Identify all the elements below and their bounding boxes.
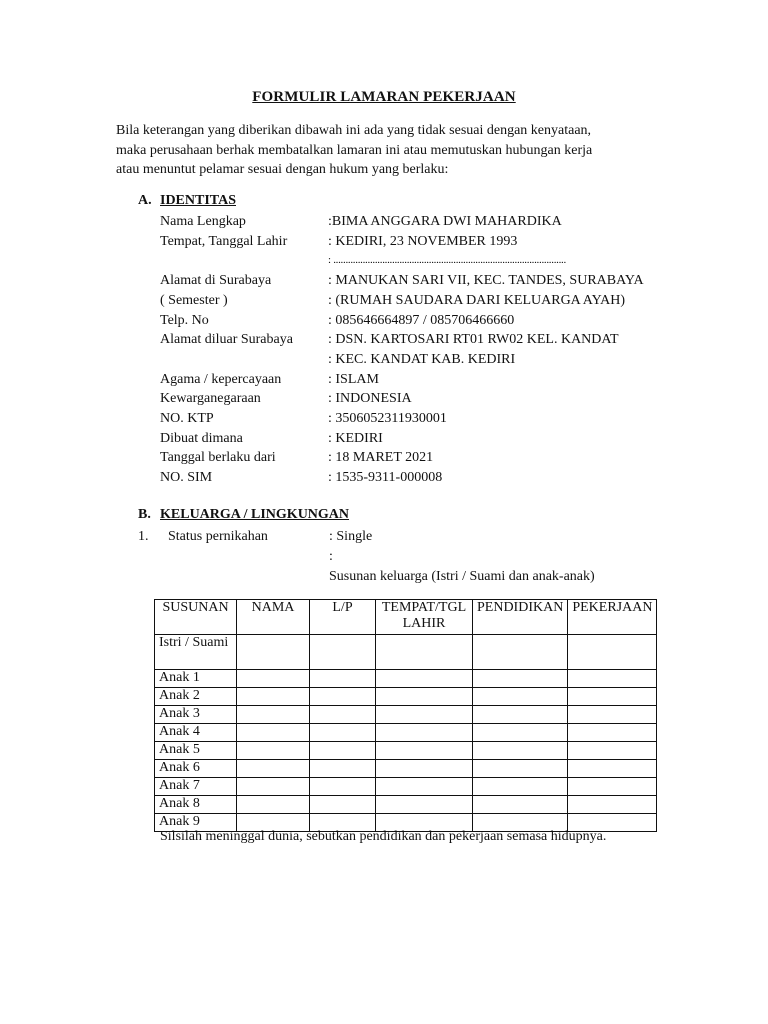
item-number: 1. (138, 529, 149, 544)
col-header-nama: NAMA (237, 600, 310, 635)
table-row (155, 742, 657, 760)
field-label: Telp. No (160, 312, 209, 328)
field-label: Nama Lengkap (160, 214, 246, 229)
table-cell[interactable] (568, 706, 657, 724)
field-row (160, 251, 644, 271)
field-value: :BIMA ANGGARA DWI MAHARDIKA (328, 214, 562, 229)
table-cell[interactable] (473, 796, 568, 814)
row-label: Istri / Suami (155, 635, 237, 670)
table-cell[interactable] (473, 778, 568, 796)
field-value: : 1535-9311-000008 (328, 470, 443, 486)
table-cell[interactable] (237, 796, 310, 814)
family-caption-block (329, 547, 595, 586)
row-label: Anak 7 (155, 778, 237, 796)
row-label: Anak 3 (155, 706, 237, 724)
table-cell[interactable] (473, 635, 568, 670)
table-cell[interactable] (310, 760, 376, 778)
table-cell[interactable] (310, 670, 376, 688)
field-value: : 085646664897 / 085706466660 (328, 312, 515, 328)
field-row (160, 370, 644, 390)
table-row (155, 796, 657, 814)
table-row (155, 706, 657, 724)
field-label: NO. KTP (160, 411, 214, 427)
table-cell[interactable] (237, 724, 310, 742)
table-cell[interactable] (568, 742, 657, 760)
field-value: : DSN. KARTOSARI RT01 RW02 KEL. KANDAT (328, 332, 619, 348)
table-cell[interactable] (568, 778, 657, 796)
intro-line: maka perusahaan berhak membatalkan lamaran ini atau memutuskan hubungan kerja (116, 142, 593, 158)
table-cell[interactable] (376, 724, 473, 742)
table-row (155, 760, 657, 778)
family-table (154, 599, 657, 832)
field-value: : 3506052311930001 (328, 411, 447, 427)
table-row (155, 778, 657, 796)
table-cell[interactable] (237, 688, 310, 706)
table-row (155, 635, 657, 670)
colon-line: : (329, 549, 333, 564)
table-cell[interactable] (473, 724, 568, 742)
field-row (160, 409, 644, 429)
table-header-row (155, 600, 657, 635)
field-row (160, 311, 644, 331)
table-cell[interactable] (568, 760, 657, 778)
field-row (160, 468, 644, 488)
field-label (160, 251, 328, 271)
row-label: Anak 1 (155, 670, 237, 688)
table-cell[interactable] (568, 796, 657, 814)
table-cell[interactable] (376, 760, 473, 778)
field-value: : INDONESIA (328, 391, 412, 407)
table-cell[interactable] (237, 706, 310, 724)
field-value: : KEC. KANDAT KAB. KEDIRI (328, 351, 516, 367)
field-label: Dibuat dimana (160, 430, 243, 446)
marital-status-value: : Single (329, 529, 373, 544)
field-label: Alamat diluar Surabaya (160, 332, 293, 348)
field-row (160, 429, 644, 449)
field-label: Tempat, Tanggal Lahir (160, 233, 288, 249)
table-cell[interactable] (568, 724, 657, 742)
field-value: : KEDIRI (328, 430, 383, 446)
field-row (160, 389, 644, 409)
field-label: Kewarganegaraan (160, 391, 261, 407)
row-label: Anak 4 (155, 724, 237, 742)
table-cell[interactable] (568, 635, 657, 670)
row-label: Anak 5 (155, 742, 237, 760)
field-row (160, 350, 644, 370)
table-cell[interactable] (237, 778, 310, 796)
row-label: Anak 9 (155, 814, 237, 832)
identity-fields (160, 212, 644, 488)
table-cell[interactable] (310, 706, 376, 724)
family-caption: Susunan keluarga (Istri / Suami dan anak-anak) (329, 568, 595, 584)
table-cell[interactable] (310, 778, 376, 796)
table-cell[interactable] (473, 706, 568, 724)
table-cell[interactable] (376, 796, 473, 814)
field-value: : ISLAM (328, 371, 379, 387)
table-cell[interactable] (376, 688, 473, 706)
field-value: : (RUMAH SAUDARA DARI KELUARGA AYAH) (328, 292, 626, 308)
table-row (155, 724, 657, 742)
field-row (160, 291, 644, 311)
field-label: NO. SIM (160, 470, 213, 486)
table-row (155, 670, 657, 688)
table-cell[interactable] (376, 706, 473, 724)
section-b-letter: B. (138, 507, 151, 522)
field-label: ( Semester ) (160, 292, 228, 308)
col-header-tempat-tgl-lahir: TEMPAT/TGL LAHIR (376, 600, 473, 635)
table-cell[interactable] (473, 670, 568, 688)
field-value: : MANUKAN SARI VII, KEC. TANDES, SURABAYA (328, 273, 644, 289)
table-cell[interactable] (310, 635, 376, 670)
section-b-name: KELUARGA / LINGKUNGAN (160, 507, 350, 522)
field-label (160, 350, 328, 370)
section-a-heading (138, 193, 236, 209)
table-cell[interactable] (376, 778, 473, 796)
table-cell[interactable] (376, 635, 473, 670)
intro-line: atau menuntut pelamar sesuai dengan hukum yang berlaku: (116, 162, 449, 177)
table-cell[interactable] (237, 670, 310, 688)
table-cell[interactable] (310, 796, 376, 814)
field-label: Tanggal berlaku dari (160, 450, 276, 466)
field-value: : 18 MARET 2021 (328, 450, 434, 466)
field-row (160, 271, 644, 291)
field-row (160, 330, 644, 350)
field-value: : ............................................................................................... (328, 254, 566, 267)
table-cell[interactable] (237, 760, 310, 778)
form-title: FORMULIR LAMARAN PEKERJAAN (252, 89, 516, 105)
row-label: Anak 2 (155, 688, 237, 706)
table-cell[interactable] (376, 742, 473, 760)
table-cell[interactable] (310, 724, 376, 742)
field-label: Agama / kepercayaan (160, 371, 282, 387)
marital-status-label: Status pernikahan (168, 529, 268, 544)
field-row (160, 448, 644, 468)
table-cell[interactable] (568, 688, 657, 706)
table-cell[interactable] (473, 760, 568, 778)
col-header-lp: L/P (310, 600, 376, 635)
table-cell[interactable] (237, 742, 310, 760)
table-cell[interactable] (473, 688, 568, 706)
footnote: Silsilah meninggal dunia, sebutkan pendidikan dan pekerjaan semasa hidupnya. (160, 829, 607, 844)
table-cell[interactable] (473, 742, 568, 760)
row-label: Anak 8 (155, 796, 237, 814)
table-cell[interactable] (237, 635, 310, 670)
row-label: Anak 6 (155, 760, 237, 778)
table-row (155, 688, 657, 706)
marital-status-row (138, 527, 372, 547)
field-row (160, 212, 644, 232)
col-header-pekerjaan: PEKERJAAN (568, 600, 657, 635)
field-label: Alamat di Surabaya (160, 273, 272, 289)
section-a-letter: A. (138, 193, 152, 208)
table-cell[interactable] (310, 688, 376, 706)
table-cell[interactable] (568, 670, 657, 688)
intro-paragraph (116, 121, 676, 180)
section-b-heading (138, 507, 349, 523)
col-header-susunan: SUSUNAN (155, 600, 237, 635)
intro-line: Bila keterangan yang diberikan dibawah ini ada yang tidak sesuai dengan kenyataan, (116, 123, 592, 138)
col-header-pendidikan: PENDIDIKAN (473, 600, 568, 635)
field-value: : KEDIRI, 23 NOVEMBER 1993 (328, 233, 518, 249)
table-cell[interactable] (310, 742, 376, 760)
table-cell[interactable] (376, 670, 473, 688)
field-row (160, 232, 644, 252)
section-a-name: IDENTITAS (160, 193, 236, 208)
